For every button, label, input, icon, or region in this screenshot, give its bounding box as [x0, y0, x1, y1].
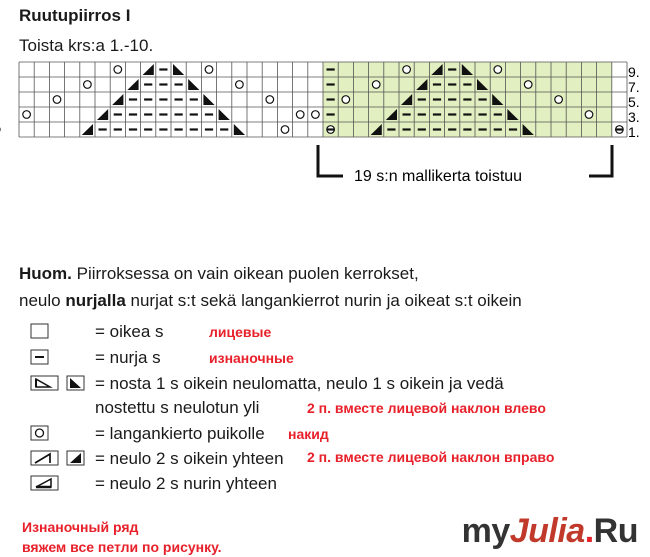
yarn-over-mark: [205, 66, 213, 74]
yarn-over-mark: [403, 66, 411, 74]
yarn-over-mark: [342, 96, 350, 104]
yarn-over-mark: [281, 126, 289, 134]
ssk-left-icon: [30, 374, 60, 392]
site-logo[interactable]: myJulia.Ru: [461, 512, 638, 550]
legend-ru-k2tog: 2 п. вместе лицевой наклон вправо: [307, 449, 555, 465]
row-number-5: 5.: [628, 94, 640, 110]
ssk-mark: [219, 109, 230, 120]
knitting-chart: [0, 0, 650, 190]
yarn-over-mark: [266, 96, 274, 104]
yarn-over-mark: [555, 96, 563, 104]
ssk-left-filled-icon: [66, 374, 86, 392]
footer-ru-line-1: Изнаночный ряд: [22, 519, 139, 535]
yarn-over-mark: [236, 81, 244, 89]
row-number-1: 1.: [628, 124, 640, 140]
note-lead: Huom.: [19, 264, 72, 283]
row-number-7: 7.: [628, 79, 640, 95]
note-line2-bold: nurjalla: [65, 291, 126, 310]
yarn-over-icon: [30, 424, 50, 442]
yarn-over-mark: [53, 96, 61, 104]
legend-ru-purl: изнаночные: [209, 350, 294, 366]
legend-text-ssk: = nosta 1 s oikein neulomatta, neulo 1 s oikein ja vedä: [95, 374, 504, 393]
note-line-2: [19, 291, 522, 311]
yarn-over-mark: [114, 66, 122, 74]
k2tog-right-filled-icon: [66, 449, 86, 467]
chart-subtitle: Toista krs:a 1.-10.: [19, 36, 154, 55]
repeat-label: 19 s:n mallikerta toistuu: [354, 168, 523, 185]
yarn-over-mark: [23, 111, 31, 119]
note-line-1: [19, 264, 419, 284]
p2tog-icon: [30, 474, 60, 492]
legend-ru-knit: лицевые: [209, 324, 272, 340]
k2tog-mark: [143, 64, 154, 75]
k2tog-right-icon: [30, 449, 60, 467]
k2tog-mark: [127, 79, 138, 90]
legend-text-p2tog: = neulo 2 s nurin yhteen: [95, 474, 277, 493]
legend-text-yo: = langankierto puikolle: [95, 424, 265, 443]
yarn-over-mark: [296, 111, 304, 119]
k2tog-mark: [82, 124, 93, 135]
yarn-over-mark: [372, 81, 380, 89]
legend-text-k2tog: = neulo 2 s oikein yhteen: [95, 449, 284, 468]
empty-square-icon: [30, 322, 50, 340]
yarn-over-mark: [494, 66, 502, 74]
row-number-3: 3.: [628, 109, 640, 125]
row-number-9: 9.: [628, 64, 640, 80]
legend-text-purl: = nurja s: [95, 348, 161, 367]
yarn-over-mark: [312, 111, 320, 119]
legend-ru-yo: накид: [288, 426, 329, 442]
legend-ru-ssk: 2 п. вместе лицевой наклон влево: [307, 400, 546, 416]
footer-ru-line-2: вяжем все петли по рисунку.: [22, 539, 222, 555]
legend-text-knit: = oikea s: [95, 322, 164, 341]
k2tog-mark: [112, 94, 123, 105]
ssk-mark: [234, 124, 245, 135]
dash-square-icon: [30, 348, 50, 366]
chart-title: Ruutupiirros I: [19, 6, 131, 25]
yarn-over-mark: [84, 81, 92, 89]
ssk-mark: [173, 64, 184, 75]
yarn-over-mark: [585, 111, 593, 119]
yarn-over-mark: [524, 81, 532, 89]
note-line2-rest: nurjat s:t sekä langankierrot nurin ja oikeat s:t oikein: [125, 291, 522, 310]
k2tog-mark: [97, 109, 108, 120]
ssk-mark: [188, 79, 199, 90]
ssk-mark: [203, 94, 214, 105]
legend-text-ssk-2: nostettu s neulotun yli: [95, 398, 260, 417]
note-line2-start: neulo: [19, 291, 66, 310]
note-line1-text: Piirroksessa on vain oikean puolen kerrokset,: [71, 264, 419, 283]
